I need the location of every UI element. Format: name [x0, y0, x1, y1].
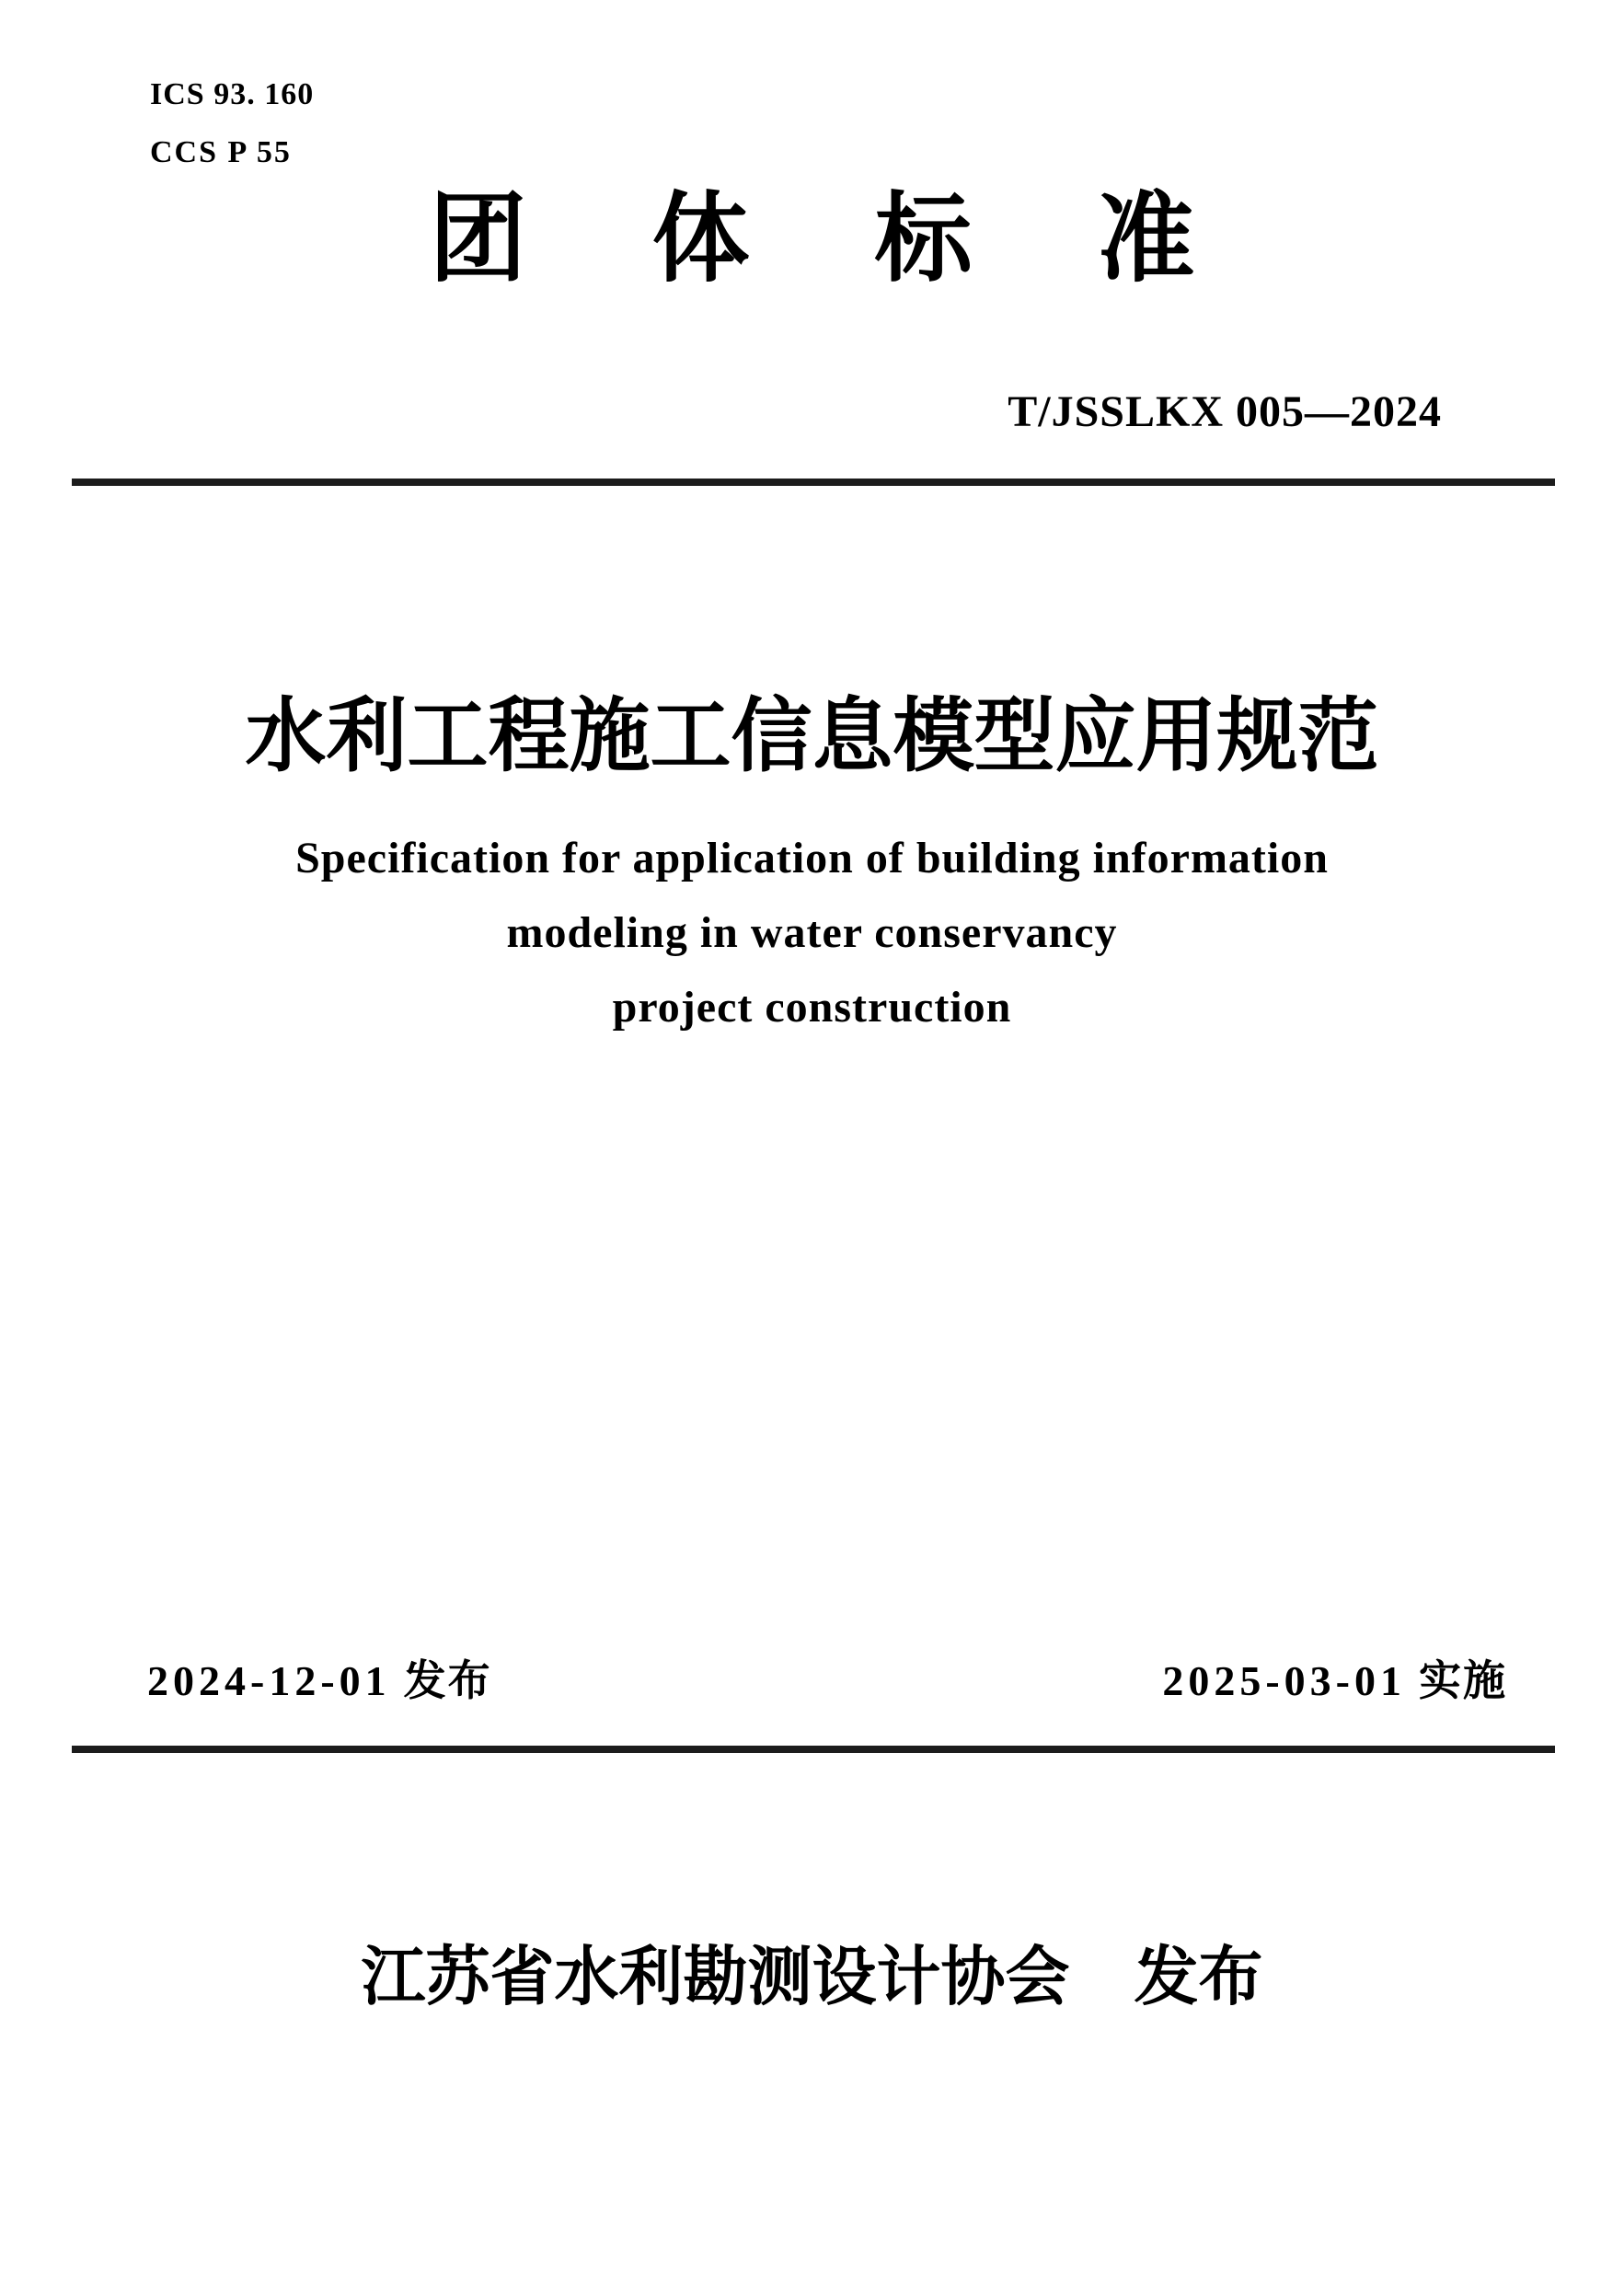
document-type-title: 团体标准 [429, 186, 1320, 294]
bottom-divider-line [72, 1746, 1555, 1753]
implement-date: 2025-03-01 [1162, 1657, 1406, 1704]
top-divider-line [72, 479, 1555, 486]
ccs-code: CCS P 55 [150, 135, 292, 169]
issuer-row [0, 1943, 1624, 2013]
title-english [0, 821, 1624, 1044]
title-english-line-3: project construction [612, 983, 1012, 1032]
implement-date-block [1162, 1657, 1507, 1704]
title-english-line-2: modeling in water conservancy [506, 908, 1118, 957]
issuer-action-label: 发布 [1134, 1943, 1263, 2013]
title-chinese: 水利工程施工信息模型应用规范 [245, 693, 1379, 782]
implement-label: 实施 [1419, 1657, 1507, 1704]
standard-number: T/JSSLKX 005—2024 [1008, 387, 1442, 436]
publish-date: 2024-12-01 [147, 1657, 391, 1704]
publish-date-block [147, 1657, 492, 1704]
publish-label: 发布 [403, 1657, 492, 1704]
title-english-line-1: Specification for application of building information [295, 834, 1329, 882]
dates-row [147, 1657, 1507, 1704]
ics-code: ICS 93. 160 [150, 77, 315, 111]
issuer-name: 江苏省水利勘测设计协会 [361, 1943, 1070, 2013]
